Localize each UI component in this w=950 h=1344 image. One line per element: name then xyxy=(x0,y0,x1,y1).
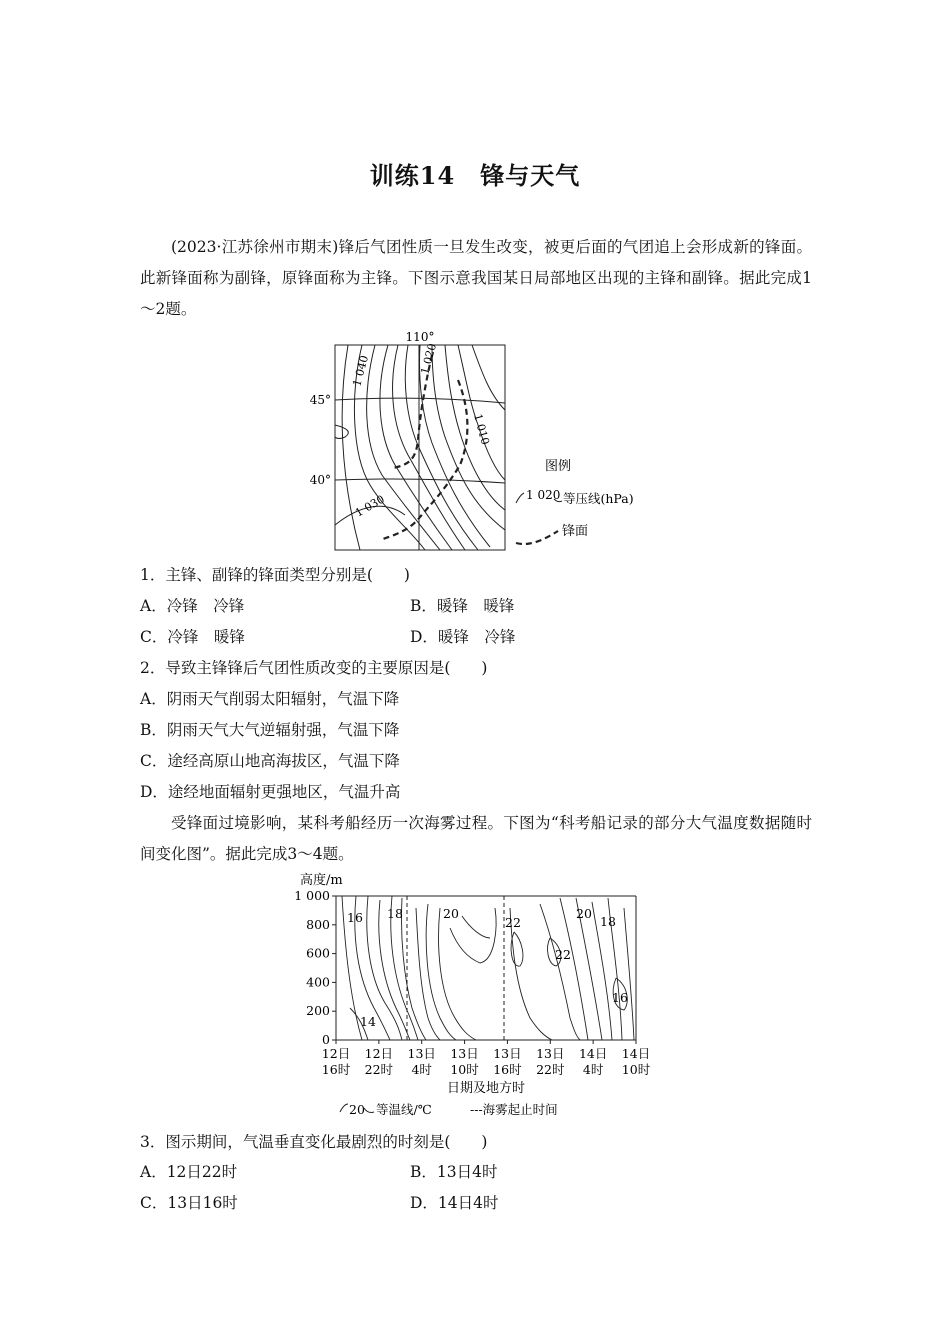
legend-front-line xyxy=(516,531,558,544)
y-tick-label: 200 xyxy=(306,1003,330,1019)
q3-stem: 3．图示期间，气温垂直变化最剧烈的时刻是( ) xyxy=(140,1133,488,1151)
q3-option-b[interactable]: B．13日4时 xyxy=(410,1163,498,1181)
q3-option-c[interactable]: C．13日16时 xyxy=(140,1194,238,1212)
y-axis-title: 高度/m xyxy=(300,873,343,888)
x-tick-label: 22时 xyxy=(364,1062,394,1077)
y-tick-label: 800 xyxy=(306,916,330,932)
contour-label: 18 xyxy=(600,914,616,929)
q1-option-a[interactable]: A．冷锋 冷锋 xyxy=(140,597,245,615)
x-tick-label: 4时 xyxy=(582,1062,604,1077)
intro-paragraph-2: 受锋面过境影响，某科考船经历一次海雾过程。下图为“科考船记录的部分大气温度数据随时间变化图”。据此完成3～4题。 xyxy=(140,814,812,863)
temperature-contour-chart xyxy=(290,868,670,1122)
x-tick-label: 13日 xyxy=(407,1046,436,1061)
x-axis-title: 日期及地方时 xyxy=(446,1081,526,1096)
y-tick-label: 600 xyxy=(306,945,330,961)
q3-option-d[interactable]: D．14日4时 xyxy=(410,1194,499,1212)
x-ticks xyxy=(322,1040,651,1077)
parallel-45 xyxy=(335,398,505,403)
contour-label: 14 xyxy=(360,1014,376,1029)
x-tick-label: 4时 xyxy=(411,1062,432,1077)
legend-title: 图例 xyxy=(545,459,572,474)
isobar-label-1010: 1 010 xyxy=(471,412,492,447)
legend-isobar-value: 1 020 xyxy=(526,488,561,502)
q2-stem: 2．导致主锋锋后气团性质改变的主要原因是( ) xyxy=(140,659,488,677)
x-tick-label: 22时 xyxy=(536,1062,565,1077)
q2-option-d[interactable]: D．途经地面辐射更强地区，气温升高 xyxy=(140,783,401,801)
isobar-label-1030: 1 030 xyxy=(353,492,387,520)
y-ticks xyxy=(294,888,336,1047)
q2-option-c[interactable]: C．途经高原山地高海拔区，气温下降 xyxy=(140,752,400,770)
x-tick-label: 10时 xyxy=(621,1062,651,1077)
x-tick-label: 14日 xyxy=(578,1046,608,1061)
contour-label: 20 xyxy=(443,906,459,921)
contour-label: 16 xyxy=(347,910,363,925)
y-tick-label: 1 000 xyxy=(294,888,330,903)
q1-option-b[interactable]: B．暖锋 暖锋 xyxy=(410,597,515,615)
isobar-label-1020: 1 020 xyxy=(418,341,440,376)
q1-stem: 1．主锋、副锋的锋面类型分别是( ) xyxy=(140,566,410,584)
x-tick-label: 14日 xyxy=(621,1046,651,1061)
intro-paragraph-1: (2023·江苏徐州市期末)锋后气团性质一旦发生改变，被更后面的气团追上会形成新的锋面。此新锋面称为副锋，原锋面称为主锋。下图示意我国某日局部地区出现的主锋和副锋。据此完成1～2题。 xyxy=(140,238,812,318)
y-tick-label: 400 xyxy=(306,974,330,990)
legend-isobar-text: 等压线(hPa) xyxy=(563,491,634,506)
legend-contour-value: 20 xyxy=(349,1102,365,1117)
q2-option-b[interactable]: B．阴雨天气大气逆辐射强，气温下降 xyxy=(140,721,400,739)
x-tick-label: 12日 xyxy=(364,1046,394,1061)
x-tick-label: 13日 xyxy=(450,1046,479,1061)
lat-label-40: 40° xyxy=(309,473,331,487)
legend-front-text: 锋面 xyxy=(562,524,589,539)
legend-fog-text: ---海雾起止时间 xyxy=(470,1102,558,1117)
isobar-map-figure xyxy=(300,325,650,555)
contour-label: 22 xyxy=(555,947,571,962)
contour-label: 18 xyxy=(387,906,403,921)
q1-option-c[interactable]: C．冷锋 暖锋 xyxy=(140,628,245,646)
page-title: 训练14 锋与天气 xyxy=(369,161,581,190)
contour-label: 22 xyxy=(505,915,521,930)
contour-label: 20 xyxy=(576,906,592,921)
q1-option-d[interactable]: D．暖锋 冷锋 xyxy=(410,628,516,646)
x-tick-label: 12日 xyxy=(321,1046,351,1061)
x-tick-label: 16时 xyxy=(493,1062,522,1077)
x-tick-label: 13日 xyxy=(536,1046,565,1061)
y-tick-label: 0 xyxy=(322,1032,330,1047)
q2-option-a[interactable]: A．阴雨天气削弱太阳辐射，气温下降 xyxy=(140,690,400,708)
isobar-label-1040: 1 040 xyxy=(350,353,372,388)
contour-label: 16 xyxy=(612,990,628,1005)
x-tick-label: 16时 xyxy=(321,1062,351,1077)
lat-label-45: 45° xyxy=(309,393,331,407)
lon-label: 110° xyxy=(405,330,435,344)
legend-contour-text: 等温线/℃ xyxy=(376,1102,432,1117)
x-tick-label: 10时 xyxy=(450,1062,479,1077)
q3-option-a[interactable]: A．12日22时 xyxy=(140,1163,238,1181)
x-tick-label: 13日 xyxy=(493,1046,522,1061)
